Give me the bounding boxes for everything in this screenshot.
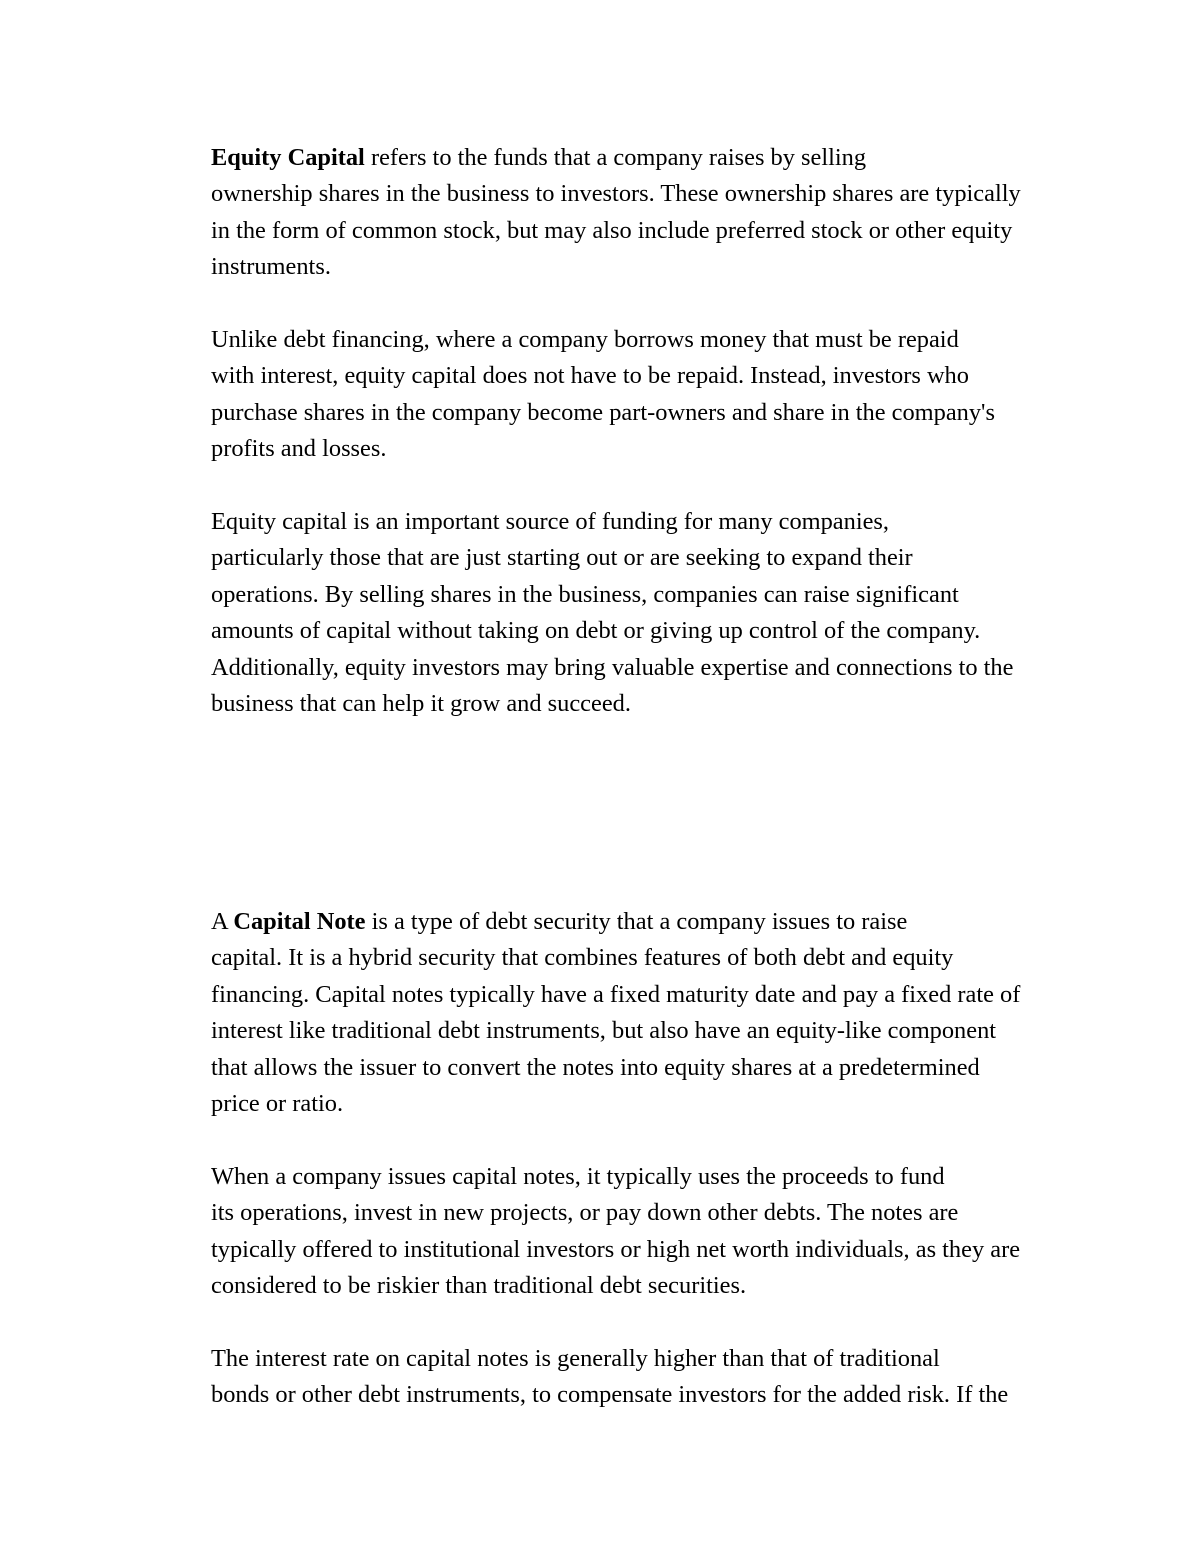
text-line: Unlike debt financing, where a company borrows money that must be repaid — [211, 326, 959, 354]
text-line: purchase shares in the company become part-owners and share in the company's — [211, 398, 995, 426]
text-line: financing. Capital notes typically have a fixed maturity date and pay a fixed rate of — [211, 980, 1021, 1008]
text-line: price or ratio. — [211, 1090, 344, 1118]
text-line: its operations, invest in new projects, or pay down other debts. The notes are — [211, 1199, 959, 1227]
text-line: profits and losses. — [211, 435, 387, 463]
text-line: ownership shares in the business to investors. These ownership shares are typically — [211, 180, 1021, 208]
text-line: business that can help it grow and succeed. — [211, 690, 631, 718]
term-capital-note: Capital Note — [233, 908, 366, 935]
term-equity-capital: Equity Capital — [211, 144, 365, 171]
text-line: amounts of capital without taking on debt or giving up control of the company. — [211, 617, 981, 645]
capital-note-section — [141, 904, 1061, 1414]
text-line: When a company issues capital notes, it typically uses the proceeds to fund — [211, 1162, 945, 1190]
paragraph-capital-note-issuance — [141, 1159, 1061, 1305]
text-line: Equity capital is an important source of funding for many companies, — [211, 508, 890, 536]
text-line: Additionally, equity investors may bring valuable expertise and connections to the — [211, 653, 1014, 681]
text-line: interest like traditional debt instruments, but also have an equity-like component — [211, 1017, 997, 1045]
text-line: capital. It is a hybrid security that combines features of both debt and equity — [211, 944, 954, 972]
text-line: considered to be riskier than traditional debt securities. — [211, 1272, 747, 1300]
text-line: bonds or other debt instruments, to compensate investors for the added risk. If the — [211, 1381, 1009, 1409]
paragraph-equity-definition — [141, 140, 1061, 286]
text-line: The interest rate on capital notes is generally higher than that of traditional — [211, 1344, 940, 1372]
paragraph-equity-importance — [141, 504, 1061, 722]
paragraph-capital-note-definition — [141, 904, 1061, 1122]
equity-capital-section — [141, 140, 1061, 722]
text-line: that allows the issuer to convert the notes into equity shares at a predetermined — [211, 1053, 980, 1081]
text-line: operations. By selling shares in the business, companies can raise significant — [211, 580, 959, 608]
text-line: in the form of common stock, but may also include preferred stock or other equity — [211, 216, 1013, 244]
text-line: typically offered to institutional investors or high net worth individuals, as they are — [211, 1235, 1021, 1263]
paragraph-capital-note-interest — [141, 1341, 1061, 1414]
text-line: Equity Capital refers to the funds that a company raises by selling — [211, 144, 867, 171]
paragraph-equity-vs-debt — [141, 322, 1061, 468]
text-line: instruments. — [211, 253, 331, 281]
text-line: A Capital Note is a type of debt security that a company issues to raise — [211, 908, 908, 935]
text-line: with interest, equity capital does not have to be repaid. Instead, investors who — [211, 362, 969, 390]
text-line: particularly those that are just starting out or are seeking to expand their — [211, 544, 913, 572]
